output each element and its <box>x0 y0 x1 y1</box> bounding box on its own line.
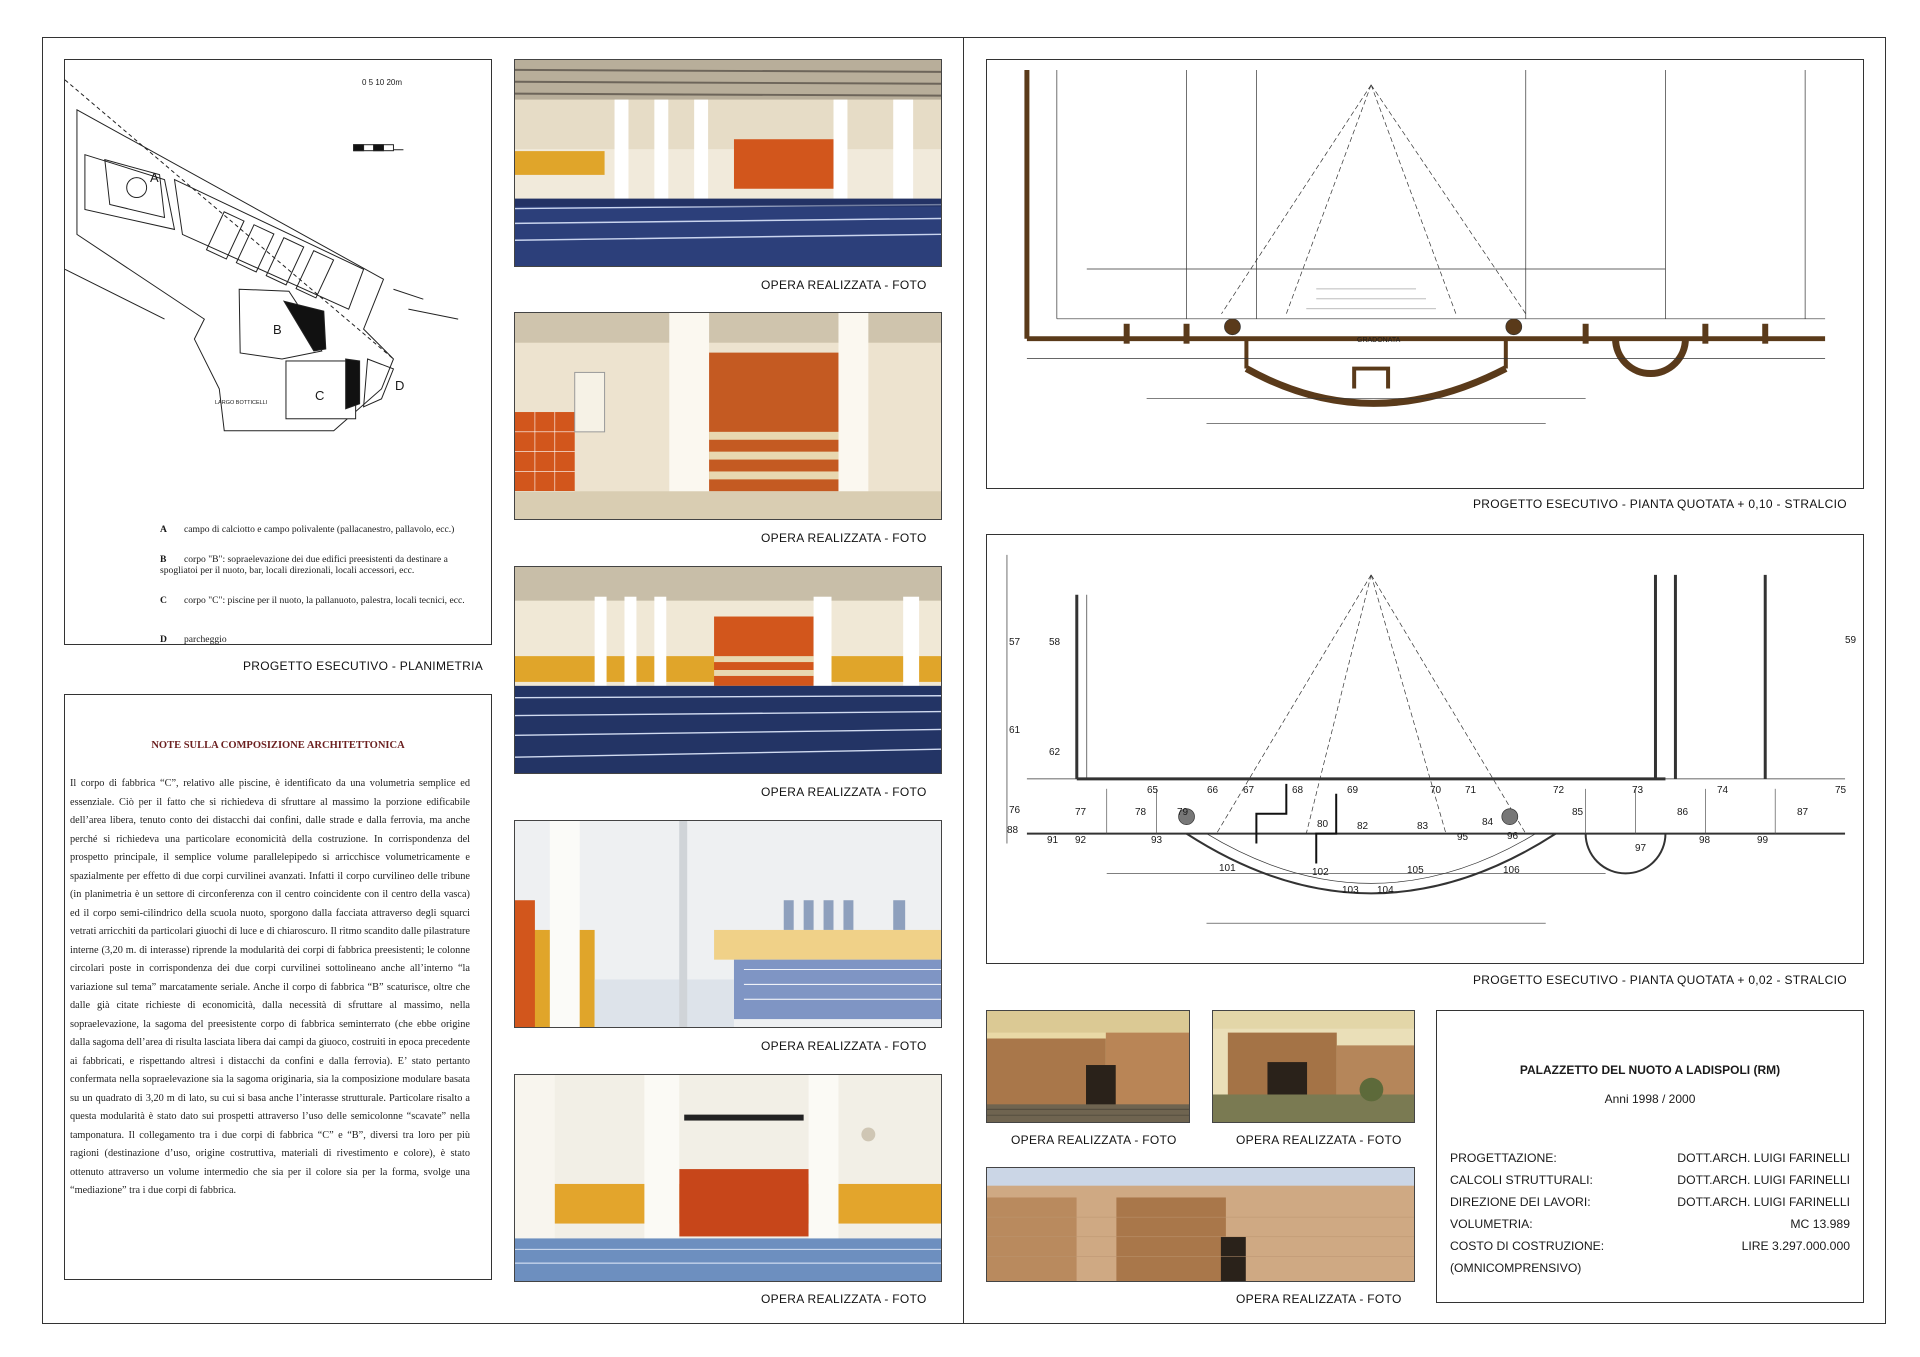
room-number: 96 <box>1507 831 1519 842</box>
info-row-cost <box>1450 1239 1850 1259</box>
floor-plan-010-panel <box>986 59 1864 489</box>
interior-photo-4 <box>514 820 942 1028</box>
interior-photo-5 <box>514 1074 942 1282</box>
info-row-structural <box>1450 1173 1850 1193</box>
room-number: 103 <box>1342 885 1359 896</box>
room-number: 99 <box>1757 835 1769 846</box>
room-number: 58 <box>1049 637 1061 648</box>
floor-plan-010-caption: PROGETTO ESECUTIVO - PIANTA QUOTATA + 0,10 - STRALCIO <box>1473 497 1847 511</box>
room-number: 72 <box>1553 785 1565 796</box>
room-number: 69 <box>1347 785 1359 796</box>
room-number: 79 <box>1177 807 1189 818</box>
site-plan-caption: PROGETTO ESECUTIVO - PLANIMETRIA <box>243 659 484 673</box>
room-number: 71 <box>1465 785 1477 796</box>
legend-text: campo di calciotto e campo polivalente (pallacanestro, pallavolo, ecc.) <box>184 524 455 535</box>
room-number: 91 <box>1047 835 1059 846</box>
room-number: 84 <box>1482 817 1494 828</box>
legend-item-a <box>160 524 470 535</box>
room-number: 87 <box>1797 807 1809 818</box>
exterior-photo-3-caption: OPERA REALIZZATA - FOTO <box>1236 1292 1402 1306</box>
room-number: 59 <box>1845 635 1857 646</box>
interior-photo-4-caption: OPERA REALIZZATA - FOTO <box>761 1039 927 1053</box>
legend-item-d <box>160 634 470 645</box>
room-number: 106 <box>1503 865 1520 876</box>
info-row-works-direction <box>1450 1195 1850 1215</box>
room-number: 102 <box>1312 867 1329 878</box>
room-number: 86 <box>1677 807 1689 818</box>
legend-key: D <box>160 634 167 645</box>
room-number: 82 <box>1357 821 1369 832</box>
room-number: 78 <box>1135 807 1147 818</box>
room-number: 93 <box>1151 835 1163 846</box>
interior-photo-2 <box>514 312 942 520</box>
legend-item-c <box>160 595 470 606</box>
info-row-cost-note <box>1450 1261 1850 1281</box>
info-value: DOTT.ARCH. LUIGI FARINELLI <box>1677 1195 1850 1209</box>
info-key: PROGETTAZIONE: <box>1450 1151 1557 1165</box>
room-number: 92 <box>1075 835 1087 846</box>
block-label-a: A <box>150 170 159 185</box>
info-key: DIREZIONE DEI LAVORI: <box>1450 1195 1591 1209</box>
notes-body: Il corpo di fabbrica “C”, relativo alle piscine, è identificato da una volumetria semplice ed essenziale. Ciò per il fatto che si richiedeva di sfruttare al massimo la porzione edificabile dell’area libera, tenuto conto dei distacchi dai confini, dalle strade e dalla ferrovia, ma anche perché si richiedeva una particolare economicità della costruzione. In corrispondenza del prospetto principale, il semplice volume parallelepipedo si arricchisce volumetricamente e spazialmente per effetto di due corpi curvilinei avanzati. Infatti il corpo curvilineo delle tribune (in planimetria è un settore di circonferenza con il centro coincidente con il centro della vasca) ed il corpo semi-cilindrico della scuola nuoto, sporgono dalla facciata attraverso degli squarci vetrati arricchiti da particolari giuochi di luce e di chiaroscuro. Il ritmo scandito dalle pilastrature interne (3,20 m. di interasse) riprende la modularità dei corpi di fabbrica preesistenti; le colonne circolari poste in corrispondenza dei due corpi curvilinei sottolineano anche all’interno “la variazione sul tema” marcatamente seriale. Anche il corpo di fabbrica “B” scaturisce, oltre che dalle già citate richieste di economicità, dalla necessità di sfruttare al massimo, nella sopraelevazione, la sagoma del preesistente corpo di fabbrica seminterrato (che ebbe origine dalla sagoma dell’area di risulta lasciata libera dai campi da giuoco, costruiti in epoca precedente ai fabbricati, e rispettando altresì i distacchi da confini e dalla ferrovia). E’ stato pertanto confermata nella sopraelevazione sia la sagoma originaria, sia la composizione modulare basata su un quadrato di 3,20 m di lato, su cui si basa anche l’interasse strutturale. Particolare risalto a questa modularità è stato dato sui prospetti attraverso l’uso delle semicolonne “scavate” nella tamponatura. Il collegamento tra i due corpi di fabbrica “C” e “B”, diversi tra loro per più ragioni (destinazione d’uso, origine costruttiva, materiali di rivestimento e colore), è stato ottenuto attraverso un volume intermedio che sia per il colore sia per la forma, svolge una “mediazione” tra i due corpi di fabbrica. <box>70 778 470 1196</box>
interior-photo-5-caption: OPERA REALIZZATA - FOTO <box>761 1292 927 1306</box>
room-number: 83 <box>1417 821 1429 832</box>
info-value: LIRE 3.297.000.000 <box>1741 1239 1850 1253</box>
legend-item-b <box>160 554 470 576</box>
room-number: 67 <box>1243 785 1255 796</box>
info-row-volume <box>1450 1217 1850 1237</box>
info-key: CALCOLI STRUTTURALI: <box>1450 1173 1593 1187</box>
room-number: 95 <box>1457 832 1469 843</box>
floor-plan-010-drawing <box>987 60 1863 488</box>
project-years: Anni 1998 / 2000 <box>1604 1092 1696 1106</box>
room-number: 77 <box>1075 807 1087 818</box>
notes-title: NOTE SULLA COMPOSIZIONE ARCHITETTONICA <box>151 740 405 751</box>
exterior-photo-3 <box>986 1167 1415 1282</box>
exterior-photo-2 <box>1212 1010 1415 1123</box>
interior-photo-3 <box>514 566 942 774</box>
block-label-b: B <box>273 322 282 337</box>
info-key: (OMNICOMPRENSIVO) <box>1450 1261 1582 1275</box>
legend-key: C <box>160 595 167 606</box>
room-number: 65 <box>1147 785 1159 796</box>
interior-photo-1 <box>514 59 942 267</box>
room-number: 61 <box>1009 725 1021 736</box>
room-number: 101 <box>1219 863 1236 874</box>
interior-photo-2-caption: OPERA REALIZZATA - FOTO <box>761 531 927 545</box>
room-number: 57 <box>1009 637 1021 648</box>
site-plan-panel <box>64 59 492 645</box>
floor-plan-002-drawing <box>987 535 1863 963</box>
room-number: 105 <box>1407 865 1424 876</box>
street-label: LARGO BOTTICELLI <box>215 400 268 406</box>
legend-text: corpo "B": sopraelevazione dei due edifici preesistenti da destinare a spogliatoi per il nuoto, bar, locali direzionali, locali accessori, ecc. <box>160 554 448 576</box>
room-number: 62 <box>1049 747 1061 758</box>
legend-text: corpo "C": piscine per il nuoto, la pallanuoto, palestra, locali tecnici, ecc. <box>184 595 465 606</box>
room-number: 97 <box>1635 843 1647 854</box>
interior-photo-3-caption: OPERA REALIZZATA - FOTO <box>761 785 927 799</box>
floor-plan-002-caption: PROGETTO ESECUTIVO - PIANTA QUOTATA + 0,02 - STRALCIO <box>1473 973 1847 987</box>
project-title: PALAZZETTO DEL NUOTO A LADISPOLI (RM) <box>1519 1063 1781 1077</box>
room-number: 76 <box>1009 805 1021 816</box>
floor-plan-002-panel <box>986 534 1864 964</box>
exterior-photo-1-caption: OPERA REALIZZATA - FOTO <box>1011 1133 1177 1147</box>
room-number: 88 <box>1007 825 1019 836</box>
block-label-d: D <box>395 378 405 393</box>
room-number: 73 <box>1632 785 1644 796</box>
legend-key: B <box>160 554 167 565</box>
room-number: 68 <box>1292 785 1304 796</box>
block-label-c: C <box>315 388 325 403</box>
info-value: DOTT.ARCH. LUIGI FARINELLI <box>1677 1173 1850 1187</box>
info-row-design <box>1450 1151 1850 1171</box>
room-number: 98 <box>1699 835 1711 846</box>
info-value: MC 13.989 <box>1790 1217 1850 1231</box>
scale-bar-label: 0 5 10 20m <box>362 78 403 87</box>
exterior-photo-2-caption: OPERA REALIZZATA - FOTO <box>1236 1133 1402 1147</box>
interior-photo-1-caption: OPERA REALIZZATA - FOTO <box>761 278 927 292</box>
room-number: 104 <box>1377 885 1394 896</box>
info-key: COSTO DI COSTRUZIONE: <box>1450 1239 1605 1253</box>
legend-key: A <box>160 524 167 535</box>
room-number: 75 <box>1835 785 1847 796</box>
info-value: DOTT.ARCH. LUIGI FARINELLI <box>1677 1151 1850 1165</box>
info-key: VOLUMETRIA: <box>1450 1217 1533 1231</box>
legend-text: parcheggio <box>184 634 227 645</box>
gradonata-label: GRADONATA <box>1357 337 1401 344</box>
room-number: 66 <box>1207 785 1219 796</box>
room-number: 80 <box>1317 819 1329 830</box>
room-number: 70 <box>1430 785 1442 796</box>
exterior-photo-1 <box>986 1010 1190 1123</box>
room-number: 85 <box>1572 807 1584 818</box>
room-number: 74 <box>1717 785 1729 796</box>
